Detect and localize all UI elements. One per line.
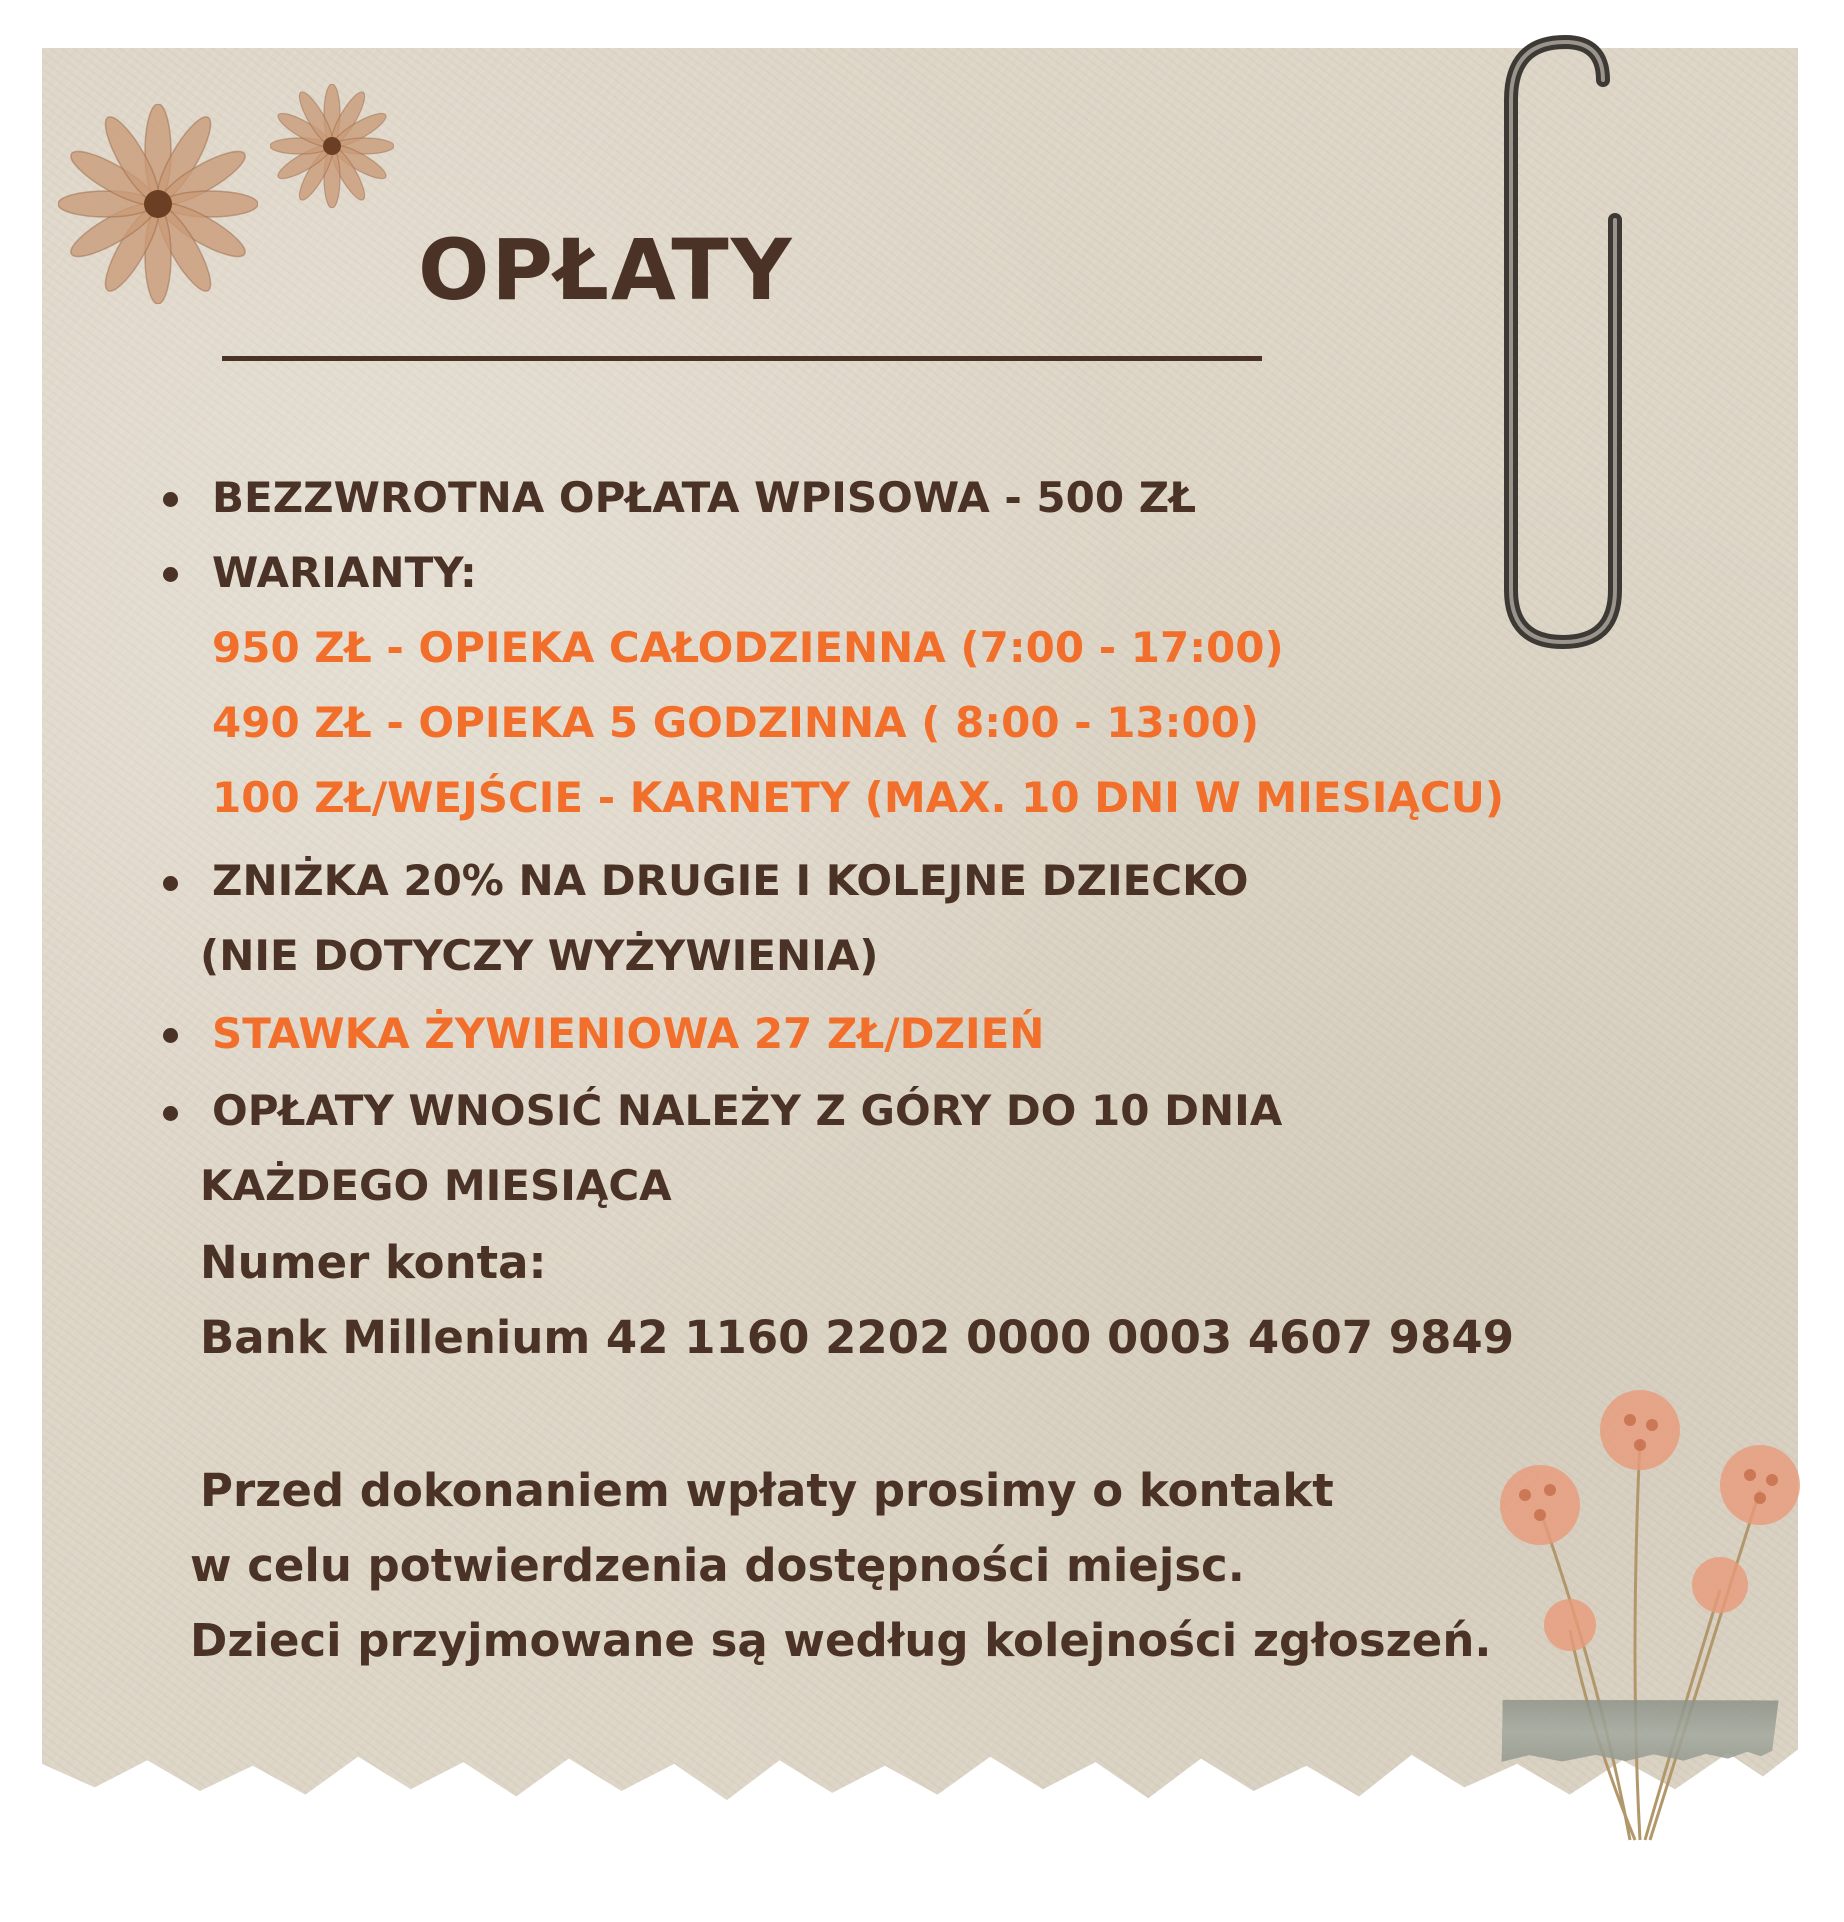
list-item: ZNIŻKA 20% NA DRUGIE I KOLEJNE DZIECKO (212, 856, 1249, 905)
bullet (163, 567, 178, 582)
note-line: Przed dokonaniem wpłaty prosimy o kontakt (200, 1464, 1334, 1517)
variant-option: 950 ZŁ - OPIEKA CAŁODZIENNA (7:00 - 17:00) (212, 623, 1284, 672)
variant-option: 490 ZŁ - OPIEKA 5 GODZINNA ( 8:00 - 13:00) (212, 698, 1260, 747)
note-line: w celu potwierdzenia dostępności miejsc. (190, 1539, 1245, 1592)
bullet (163, 1028, 178, 1043)
account-number: Bank Millenium 42 1160 2202 0000 0003 4607 9849 (200, 1311, 1515, 1364)
list-item-continuation: (NIE DOTYCZY WYŻYWIENIA) (200, 931, 879, 980)
page-title: OPŁATY (418, 221, 794, 319)
bullet (163, 492, 178, 507)
list-item-continuation: KAŻDEGO MIESIĄCA (200, 1161, 672, 1210)
note-line: Dzieci przyjmowane są według kolejności zgłoszeń. (190, 1614, 1492, 1667)
list-item: WARIANTY: (212, 548, 477, 597)
bullet (163, 1106, 178, 1121)
account-label: Numer konta: (200, 1236, 547, 1289)
bullet (163, 876, 178, 891)
list-item: BEZZWROTNA OPŁATA WPISOWA - 500 ZŁ (212, 473, 1197, 522)
variant-option: 100 ZŁ/WEJŚCIE - KARNETY (MAX. 10 DNI W MIESIĄCU) (212, 773, 1505, 822)
list-item: OPŁATY WNOSIĆ NALEŻY Z GÓRY DO 10 DNIA (212, 1086, 1283, 1135)
list-item: STAWKA ŻYWIENIOWA 27 ZŁ/DZIEŃ (212, 1009, 1045, 1058)
